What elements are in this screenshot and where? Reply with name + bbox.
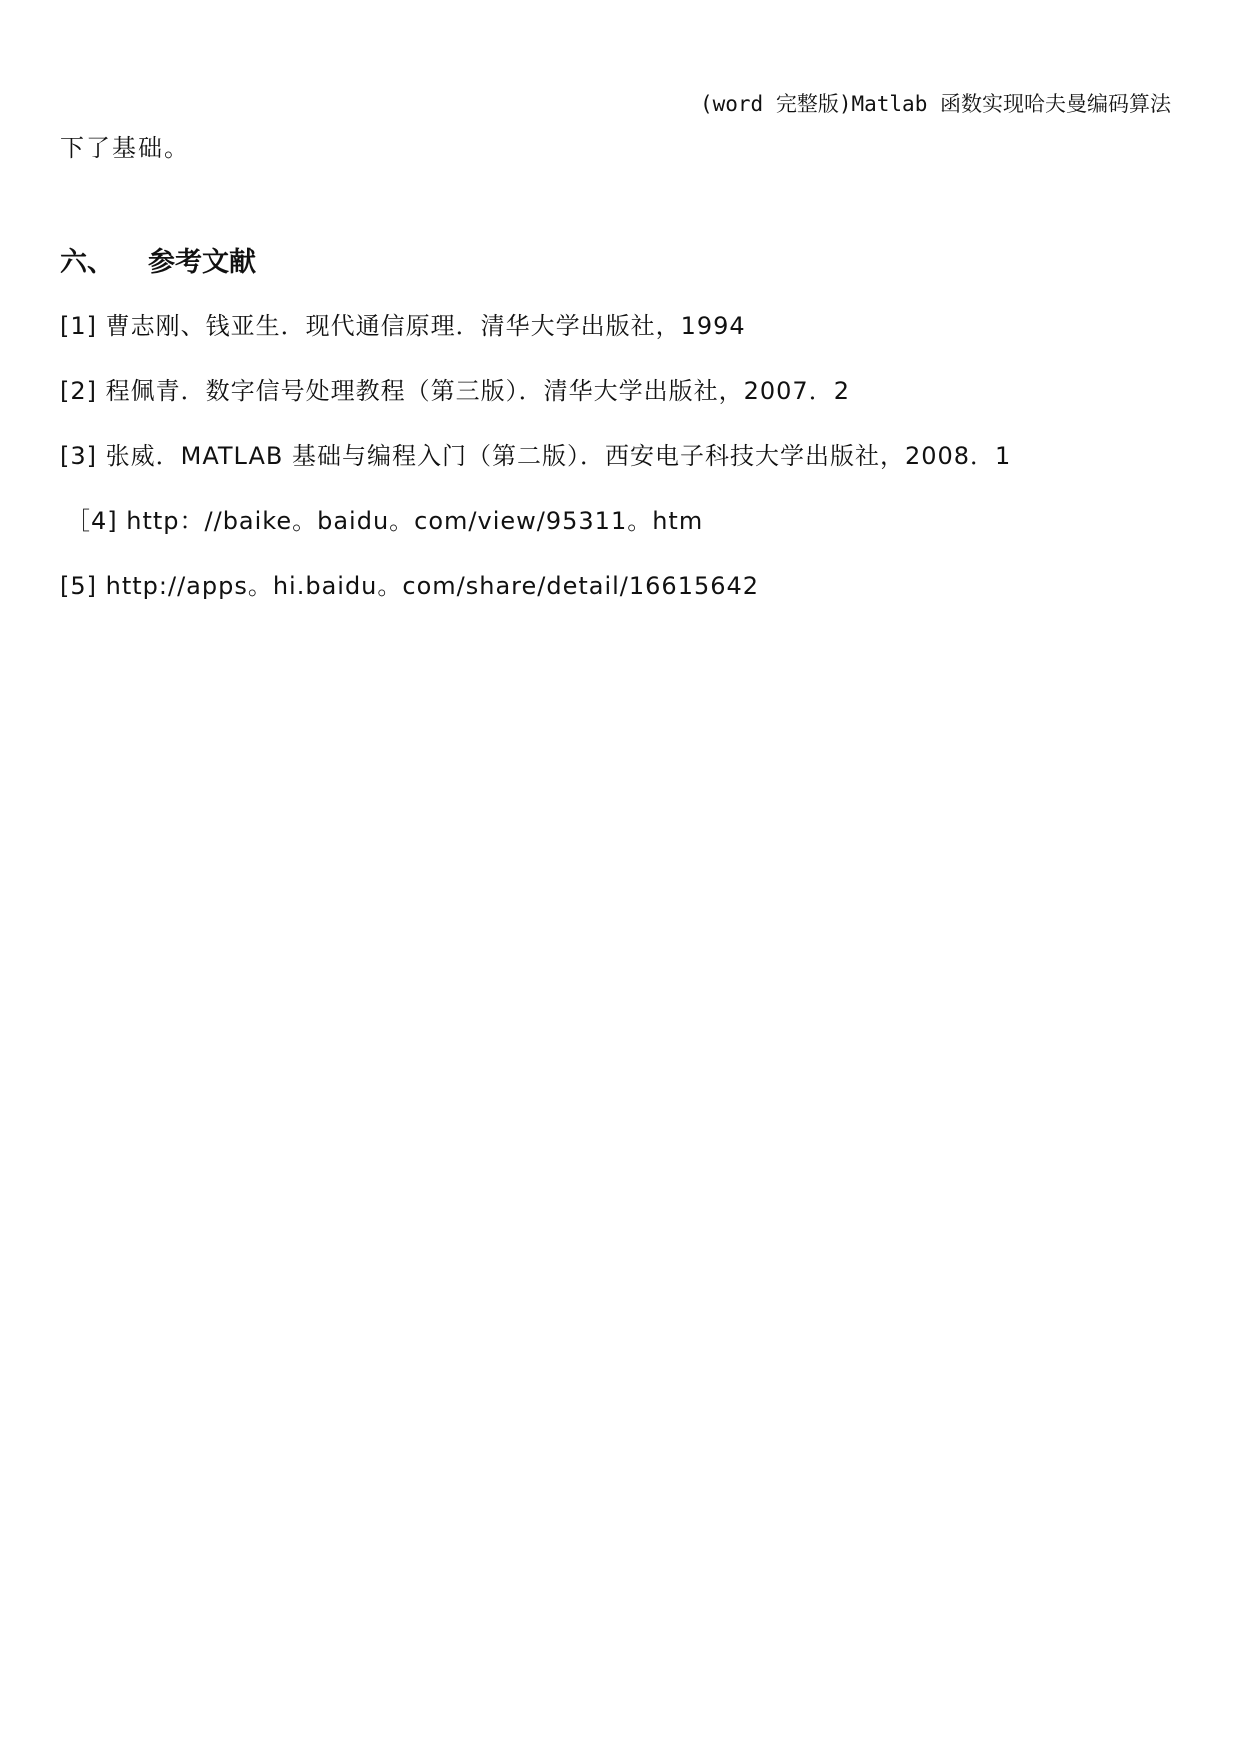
section-heading xyxy=(60,240,256,279)
section-number: 六、 xyxy=(60,247,114,278)
section-title: 参考文献 xyxy=(148,247,256,278)
reference-item: [1] 曹志刚、钱亚生．现代通信原理．清华大学出版社，1994 xyxy=(60,312,746,340)
reference-item: [3] 张威．MATLAB 基础与编程入门（第二版）．西安电子科技大学出版社，2008．1 xyxy=(60,442,1012,470)
page-header: (word 完整版)Matlab 函数实现哈夫曼编码算法 xyxy=(699,92,1171,116)
reference-item: [2] 程佩青．数字信号处理教程（第三版）．清华大学出版社，2007．2 xyxy=(60,377,850,405)
reference-list xyxy=(60,306,1011,631)
reference-item: ［4] http：//baike。baidu。com/view/95311。htm xyxy=(66,507,704,535)
body-paragraph: 下了基础。 xyxy=(60,134,190,162)
reference-item: [5] http://apps。hi.baidu。com/share/detail/16615642 xyxy=(60,572,760,600)
